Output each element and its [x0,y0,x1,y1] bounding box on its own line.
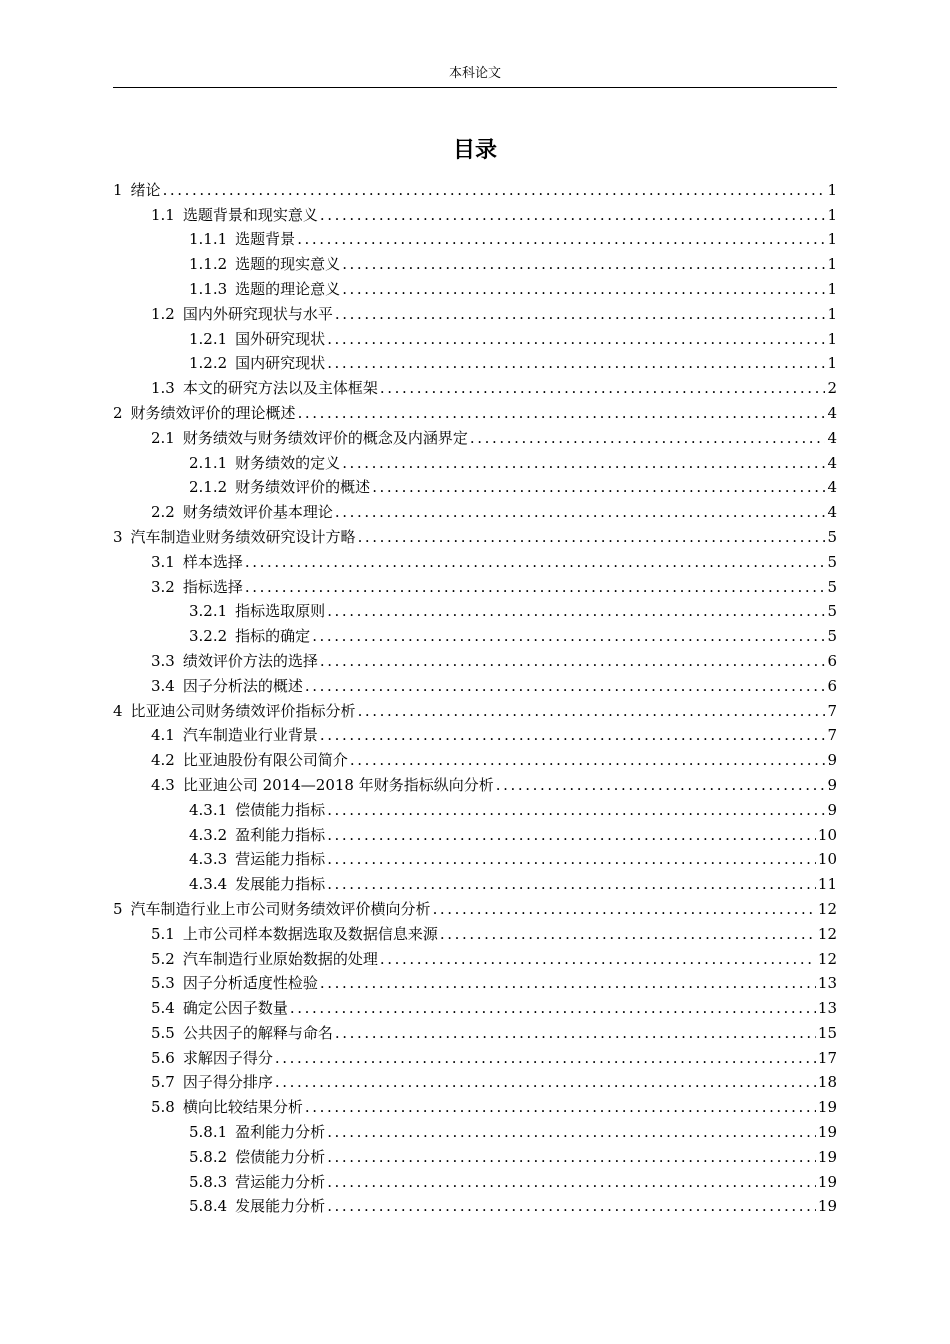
toc-entry[interactable] [113,200,837,225]
toc-entry-page: 1 [827,230,837,249]
toc-entry-page: 1 [827,205,837,224]
toc-entry[interactable] [113,621,837,646]
toc-entry[interactable] [113,274,837,299]
toc-entry-title: 偿债能力指标 [235,800,326,819]
toc-entry[interactable] [113,225,837,250]
toc-entry-page: 12 [817,949,837,968]
toc-entry-title: 绪论 [130,180,161,199]
toc-entry-number: 4.3.1 [189,800,228,819]
toc-entry-number: 1.2 [151,304,175,323]
toc-entry-title: 横向比较结果分析 [182,1098,303,1117]
toc-leader-dots [327,874,816,894]
toc-leader-dots [298,403,825,423]
toc-entry[interactable] [113,1117,837,1142]
toc-leader-dots [433,899,816,919]
toc-entry-title: 财务绩效评价基本理论 [182,503,333,522]
toc-entry[interactable] [113,1043,837,1068]
toc-entry-title: 国内外研究现状与水平 [182,304,333,323]
toc-entry[interactable] [113,572,837,597]
toc-entry-page: 12 [817,899,837,918]
toc-entry-number: 1.1 [151,205,175,224]
toc-leader-dots [327,353,825,373]
toc-entry-title: 选题背景和现实意义 [182,205,318,224]
toc-entry[interactable] [113,1142,837,1167]
toc-entry-page: 19 [817,1147,837,1166]
toc-entry[interactable] [113,845,837,870]
toc-entry-number: 1.1.2 [189,255,228,274]
toc-entry-number: 5.8 [151,1098,175,1117]
toc-entry[interactable] [113,770,837,795]
toc-entry-title: 财务绩效的定义 [235,453,341,472]
toc-entry-page: 4 [827,478,837,497]
toc-entry[interactable] [113,869,837,894]
toc-entry[interactable] [113,1192,837,1217]
toc-entry-title: 因子分析法的概述 [182,676,303,695]
toc-leader-dots [327,800,825,820]
toc-entry-page: 19 [817,1123,837,1142]
toc-entry-page: 5 [827,552,837,571]
toc-leader-dots [440,924,816,944]
toc-entry-number: 2.1 [151,428,175,447]
toc-entry-number: 2 [113,403,123,422]
toc-entry[interactable] [113,646,837,671]
toc-entry-title: 盈利能力分析 [235,1123,326,1142]
toc-entry-title: 公共因子的解释与命名 [182,1023,333,1042]
toc-entry[interactable] [113,597,837,622]
toc-entry-page: 4 [827,453,837,472]
toc-entry[interactable] [113,249,837,274]
toc-entry-page: 19 [817,1098,837,1117]
toc-entry-title: 选题的理论意义 [235,279,341,298]
toc-entry-number: 4.3.3 [189,850,228,869]
toc-leader-dots [327,825,816,845]
toc-entry[interactable] [113,894,837,919]
toc-leader-dots [305,1097,816,1117]
toc-entry-number: 2.1.1 [189,453,228,472]
toc-entry-title: 国外研究现状 [235,329,326,348]
toc-entry-page: 1 [827,354,837,373]
toc-entry[interactable] [113,175,837,200]
toc-leader-dots [305,676,825,696]
toc-entry-page: 1 [827,255,837,274]
toc-entry-title: 营运能力分析 [235,1172,326,1191]
toc-entry-title: 财务绩效评价的概述 [235,478,371,497]
toc-entry-number: 3 [113,527,123,546]
toc-entry-number: 5.4 [151,999,175,1018]
toc-entry[interactable] [113,547,837,572]
toc-entry-page: 13 [817,974,837,993]
toc-entry-title: 指标的确定 [235,627,311,646]
toc-entry-title: 比亚迪公司财务绩效评价指标分析 [130,701,356,720]
toc-entry[interactable] [113,1068,837,1093]
toc-leader-dots [327,329,825,349]
toc-entry[interactable] [113,423,837,448]
toc-entry-title: 比亚迪公司 2014—2018 年财务指标纵向分析 [182,775,494,794]
toc-entry-number: 1 [113,180,123,199]
toc-entry-number: 5.8.3 [189,1172,228,1191]
toc-entry-number: 5.8.2 [189,1147,228,1166]
toc-leader-dots [320,973,816,993]
toc-leader-dots [312,626,825,646]
toc-leader-dots [335,1023,816,1043]
toc-leader-dots [245,577,825,597]
toc-entry-title: 本文的研究方法以及主体框架 [182,379,378,398]
toc-entry[interactable] [113,473,837,498]
toc-entry-page: 5 [827,527,837,546]
toc-leader-dots [380,949,816,969]
toc-leader-dots [327,1172,816,1192]
table-of-contents [113,175,837,1216]
toc-entry-number: 1.1.1 [189,230,228,249]
toc-entry-number: 5.8.4 [189,1197,228,1216]
toc-entry[interactable] [113,448,837,473]
toc-entry-title: 发展能力分析 [235,1197,326,1216]
toc-entry[interactable] [113,522,837,547]
toc-entry[interactable] [113,969,837,994]
toc-entry-page: 9 [827,751,837,770]
toc-entry-number: 3.3 [151,651,175,670]
toc-entry[interactable] [113,1167,837,1192]
toc-entry[interactable] [113,944,837,969]
toc-entry-number: 5.8.1 [189,1123,228,1142]
toc-entry-title: 汽车制造业财务绩效研究设计方略 [130,527,356,546]
toc-entry[interactable] [113,398,837,423]
toc-leader-dots [342,453,825,473]
toc-leader-dots [380,378,825,398]
toc-entry-title: 财务绩效与财务绩效评价的概念及内涵界定 [182,428,468,447]
toc-entry-page: 1 [827,279,837,298]
toc-entry-page: 4 [827,403,837,422]
toc-entry-number: 5.6 [151,1048,175,1067]
toc-entry[interactable] [113,373,837,398]
toc-entry-page: 19 [817,1172,837,1191]
toc-entry-number: 1.1.3 [189,279,228,298]
toc-leader-dots [358,701,825,721]
toc-entry-page: 11 [817,875,837,894]
toc-entry-number: 4.1 [151,726,175,745]
toc-leader-dots [327,849,816,869]
toc-leader-dots [342,254,825,274]
toc-entry-title: 营运能力指标 [235,850,326,869]
toc-leader-dots [496,775,825,795]
toc-entry-page: 7 [827,701,837,720]
toc-entry-title: 汽车制造行业上市公司财务绩效评价横向分析 [130,899,431,918]
toc-entry-page: 7 [827,726,837,745]
toc-entry-page: 5 [827,627,837,646]
toc-entry-page: 1 [827,304,837,323]
toc-entry-title: 求解因子得分 [182,1048,273,1067]
page-header: 本科论文 [113,64,837,88]
toc-entry[interactable] [113,745,837,770]
toc-entry-page: 10 [817,825,837,844]
toc-entry-page: 5 [827,577,837,596]
toc-entry-number: 4.2 [151,751,175,770]
toc-entry-page: 15 [817,1023,837,1042]
toc-entry-number: 3.2.1 [189,602,228,621]
toc-entry-number: 3.4 [151,676,175,695]
toc-entry-page: 12 [817,924,837,943]
toc-entry-title: 上市公司样本数据选取及数据信息来源 [182,924,438,943]
toc-entry-number: 1.2.1 [189,329,228,348]
toc-entry-title: 财务绩效评价的理论概述 [130,403,296,422]
toc-entry-page: 10 [817,850,837,869]
toc-entry-page: 2 [827,379,837,398]
toc-entry-title: 比亚迪股份有限公司简介 [182,751,348,770]
toc-entry[interactable] [113,696,837,721]
toc-entry-title: 选题背景 [235,230,296,249]
toc-entry[interactable] [113,1092,837,1117]
toc-entry-page: 1 [827,329,837,348]
toc-leader-dots [327,1147,816,1167]
toc-entry-number: 5.3 [151,974,175,993]
toc-entry-title: 偿债能力分析 [235,1147,326,1166]
toc-entry-page: 13 [817,999,837,1018]
page-title: 目录 [452,138,497,163]
toc-entry[interactable] [113,993,837,1018]
toc-entry-page: 1 [827,180,837,199]
toc-entry-number: 5.2 [151,949,175,968]
toc-leader-dots [297,229,825,249]
toc-entry[interactable] [113,324,837,349]
toc-entry-page: 6 [827,651,837,670]
toc-leader-dots [335,502,825,522]
toc-entry-page: 17 [817,1048,837,1067]
toc-entry[interactable] [113,795,837,820]
toc-entry-number: 1.3 [151,379,175,398]
toc-entry-title: 因子得分排序 [182,1073,273,1092]
toc-leader-dots [327,1196,816,1216]
toc-leader-dots [290,998,816,1018]
toc-leader-dots [327,1122,816,1142]
toc-entry-title: 指标选取原则 [235,602,326,621]
toc-leader-dots [342,279,825,299]
toc-entry-title: 发展能力指标 [235,875,326,894]
toc-entry-page: 5 [827,602,837,621]
toc-entry[interactable] [113,349,837,374]
toc-leader-dots [320,205,825,225]
toc-entry[interactable] [113,1018,837,1043]
toc-entry[interactable] [113,820,837,845]
toc-entry-title: 样本选择 [182,552,243,571]
toc-entry-number: 4.3.2 [189,825,228,844]
toc-entry-title: 汽车制造行业原始数据的处理 [182,949,378,968]
toc-entry-number: 4.3 [151,775,175,794]
toc-entry-number: 4.3.4 [189,875,228,894]
toc-leader-dots [327,601,825,621]
toc-entry[interactable] [113,497,837,522]
toc-entry-number: 5.1 [151,924,175,943]
toc-entry-title: 绩效评价方法的选择 [182,651,318,670]
toc-entry[interactable] [113,671,837,696]
toc-entry[interactable] [113,299,837,324]
toc-entry-title: 确定公因子数量 [182,999,288,1018]
toc-entry-title: 国内研究现状 [235,354,326,373]
toc-entry-page: 6 [827,676,837,695]
toc-entry-number: 5.5 [151,1023,175,1042]
toc-leader-dots [245,552,825,572]
toc-entry[interactable] [113,919,837,944]
toc-entry-page: 4 [827,503,837,522]
toc-leader-dots [275,1048,816,1068]
toc-leader-dots [358,527,825,547]
toc-entry-title: 选题的现实意义 [235,255,341,274]
toc-entry-number: 1.2.2 [189,354,228,373]
toc-entry-page: 9 [827,800,837,819]
toc-leader-dots [275,1072,816,1092]
toc-entry-number: 3.1 [151,552,175,571]
toc-entry-number: 4 [113,701,123,720]
toc-entry-page: 18 [817,1073,837,1092]
toc-entry[interactable] [113,721,837,746]
toc-entry-title: 指标选择 [182,577,243,596]
toc-entry-title: 因子分析适度性检验 [182,974,318,993]
toc-entry-number: 5 [113,899,123,918]
toc-entry-number: 2.1.2 [189,478,228,497]
toc-entry-number: 5.7 [151,1073,175,1092]
toc-entry-number: 3.2 [151,577,175,596]
toc-entry-page: 19 [817,1197,837,1216]
toc-leader-dots [335,304,825,324]
toc-entry-number: 2.2 [151,503,175,522]
toc-entry-title: 汽车制造业行业背景 [182,726,318,745]
toc-leader-dots [163,180,825,200]
toc-leader-dots [372,477,825,497]
toc-leader-dots [470,428,825,448]
toc-entry-page: 4 [827,428,837,447]
toc-entry-page: 9 [827,775,837,794]
toc-leader-dots [350,750,825,770]
toc-leader-dots [320,725,825,745]
toc-entry-title: 盈利能力指标 [235,825,326,844]
toc-leader-dots [320,651,825,671]
toc-entry-number: 3.2.2 [189,627,228,646]
